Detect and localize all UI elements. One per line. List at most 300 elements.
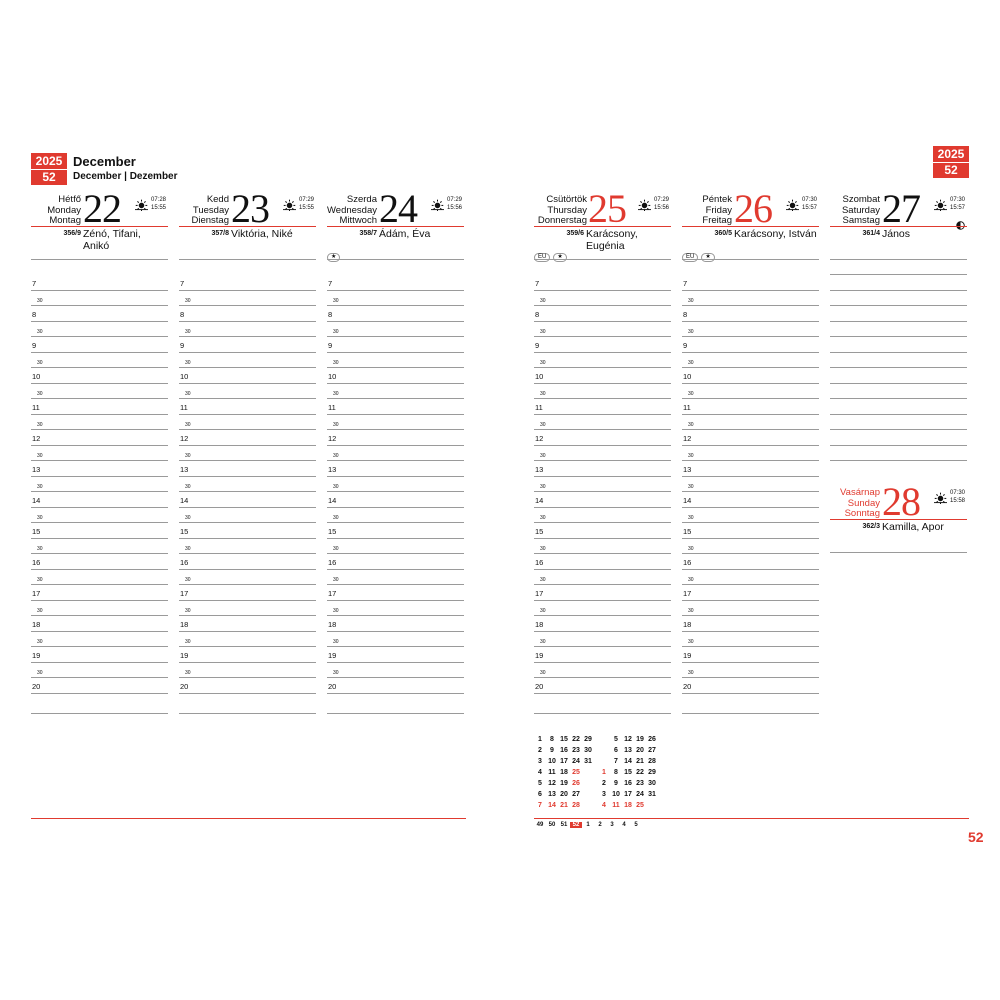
mini-calendar-day: 7 — [614, 758, 618, 765]
half-hour-label: 30 — [37, 484, 43, 490]
hour-line — [327, 445, 464, 446]
hour-line — [534, 414, 671, 415]
sun-icon — [934, 198, 947, 211]
hour-line — [534, 507, 671, 508]
day-header-rule — [830, 226, 967, 227]
half-hour-line — [682, 367, 819, 368]
hour-label: 18 — [32, 620, 41, 629]
mini-calendar-day: 20 — [636, 747, 644, 754]
day-header — [327, 186, 464, 260]
day-header — [830, 186, 967, 240]
mini-calendar-row — [598, 800, 658, 811]
hour-label: 14 — [180, 496, 189, 505]
weekday-name: Wednesday — [327, 204, 377, 216]
hour-label: 8 — [535, 310, 540, 319]
half-hour-label: 30 — [688, 453, 694, 459]
mini-calendar-day: 3 — [538, 758, 542, 765]
half-hour-label: 30 — [185, 422, 191, 428]
week-label: 52 — [933, 162, 969, 178]
mini-calendar-day: 8 — [550, 736, 554, 743]
sunrise-time: 07:30 — [802, 197, 818, 203]
weekday-name: Vasárnap — [840, 487, 880, 498]
hour-line — [179, 352, 316, 353]
half-hour-label: 30 — [333, 639, 339, 645]
sunset-time: 15:56 — [447, 205, 463, 211]
sunset-time: 15:55 — [299, 205, 315, 211]
half-hour-label: 30 — [688, 639, 694, 645]
hour-line — [31, 600, 168, 601]
weekday-names — [47, 195, 81, 227]
mini-calendar-day: 4 — [602, 802, 606, 809]
half-hour-label: 30 — [688, 546, 694, 552]
hour-line — [682, 476, 819, 477]
hour-label: 8 — [683, 310, 688, 319]
day-header-rule — [179, 226, 316, 227]
half-hour-label: 30 — [333, 484, 339, 490]
half-hour-label: 30 — [688, 329, 694, 335]
hour-line — [179, 445, 316, 446]
half-hour-line — [31, 677, 168, 678]
mini-calendar-day: 6 — [614, 747, 618, 754]
half-hour-line — [179, 713, 316, 714]
half-hour-line — [31, 646, 168, 647]
hour-line — [534, 383, 671, 384]
hour-line — [682, 352, 819, 353]
mini-calendar-day: 12 — [548, 780, 556, 787]
hour-label: 17 — [328, 589, 337, 598]
eu-holiday-badge: EU — [682, 253, 698, 262]
mini-calendar-day: 5 — [614, 736, 618, 743]
page-number: 52 — [968, 829, 984, 845]
half-hour-label: 30 — [37, 608, 43, 614]
weekday-name: Szerda — [346, 194, 377, 205]
half-hour-label: 30 — [185, 360, 191, 366]
hour-label: 16 — [683, 558, 692, 567]
sunset-time: 15:58 — [950, 498, 966, 504]
hour-line — [179, 662, 316, 663]
half-hour-label: 30 — [37, 453, 43, 459]
weekday-name: Szombat — [842, 194, 880, 205]
hour-line — [31, 569, 168, 570]
mini-calendar-day: 28 — [572, 802, 580, 809]
hour-line — [179, 321, 316, 322]
hour-line — [31, 538, 168, 539]
day-of-year: 356/9 — [63, 230, 81, 237]
half-hour-label: 30 — [333, 515, 339, 521]
sun-icon — [638, 198, 651, 211]
hour-line — [179, 569, 316, 570]
sunset-time: 15:57 — [802, 205, 818, 211]
half-hour-line — [179, 584, 316, 585]
half-hour-label: 30 — [540, 422, 546, 428]
half-hour-label: 30 — [37, 546, 43, 552]
sunrise-time: 07:30 — [950, 490, 966, 496]
day-column — [830, 186, 967, 240]
day-header — [682, 186, 819, 260]
mini-calendar-day: 8 — [614, 769, 618, 776]
hour-line — [534, 600, 671, 601]
half-hour-line — [327, 460, 464, 461]
hour-label: 19 — [328, 651, 337, 660]
sun-icon — [934, 491, 947, 504]
holiday-chips — [327, 245, 343, 263]
hour-label: 12 — [683, 434, 692, 443]
hour-label: 7 — [32, 279, 37, 288]
mini-calendar-day: 15 — [624, 769, 632, 776]
note-line — [682, 259, 819, 260]
half-hour-line — [327, 713, 464, 714]
mini-calendar-day: 23 — [636, 780, 644, 787]
weekday-name: Montag — [49, 215, 81, 226]
half-hour-label: 30 — [688, 484, 694, 490]
half-hour-line — [682, 398, 819, 399]
half-hour-line — [534, 553, 671, 554]
half-hour-line — [327, 615, 464, 616]
mini-calendar-day: 18 — [560, 769, 568, 776]
half-hour-line — [179, 615, 316, 616]
hour-line — [534, 662, 671, 663]
half-hour-label: 30 — [185, 608, 191, 614]
star-icon: ★ — [327, 253, 340, 262]
weekday-names — [842, 195, 880, 227]
year-week-badge-left — [31, 153, 67, 185]
weekday-names — [840, 488, 880, 520]
half-hour-label: 30 — [688, 298, 694, 304]
mini-calendar-day: 4 — [538, 769, 542, 776]
mini-calendar-row — [534, 756, 594, 767]
hour-line — [31, 414, 168, 415]
half-hour-label: 30 — [333, 546, 339, 552]
weekday-name: Kedd — [206, 194, 229, 205]
hour-line — [327, 538, 464, 539]
half-hour-line — [179, 398, 316, 399]
half-hour-line — [327, 522, 464, 523]
star-icon: ★ — [553, 253, 566, 262]
half-hour-line — [31, 398, 168, 399]
hour-line — [682, 445, 819, 446]
hour-line — [682, 569, 819, 570]
hour-label: 15 — [32, 527, 41, 536]
half-hour-line — [682, 615, 819, 616]
half-hour-label: 30 — [185, 453, 191, 459]
mini-calendar-day: 31 — [584, 758, 592, 765]
half-hour-line — [534, 460, 671, 461]
week-number: 50 — [548, 822, 556, 828]
hour-label: 16 — [32, 558, 41, 567]
half-hour-line — [327, 367, 464, 368]
half-hour-line — [534, 336, 671, 337]
nameday: Zénó, Tifani, Anikó — [83, 228, 141, 252]
week-number: 3 — [610, 822, 614, 828]
hour-label: 12 — [180, 434, 189, 443]
note-line — [327, 259, 464, 260]
hour-label: 13 — [180, 465, 189, 474]
half-hour-label: 30 — [333, 453, 339, 459]
mini-calendar-day: 22 — [572, 736, 580, 743]
mini-calendar-day: 10 — [548, 758, 556, 765]
half-hour-line — [682, 336, 819, 337]
mini-calendar-day: 10 — [612, 791, 620, 798]
weekday-name: Friday — [705, 204, 732, 216]
note-line — [830, 383, 967, 384]
half-hour-line — [534, 646, 671, 647]
hour-label: 11 — [535, 403, 543, 412]
half-hour-line — [682, 522, 819, 523]
half-hour-line — [179, 522, 316, 523]
half-hour-line — [327, 398, 464, 399]
hour-line — [179, 538, 316, 539]
note-line — [830, 398, 967, 399]
mini-calendar-row — [598, 789, 658, 800]
mini-calendar-day: 9 — [614, 780, 618, 787]
mini-calendar-row — [598, 734, 658, 745]
mini-calendar-row — [598, 767, 658, 778]
half-hour-line — [682, 305, 819, 306]
nameday: János — [882, 228, 911, 240]
hour-label: 11 — [328, 403, 336, 412]
day-header-rule — [830, 519, 967, 520]
mini-calendar-day: 23 — [572, 747, 580, 754]
sunrise-time: 07:29 — [447, 197, 463, 203]
weekday-name: Sonntag — [844, 508, 880, 519]
hour-line — [682, 600, 819, 601]
day-header-rule — [534, 226, 671, 227]
mini-calendar-day: 6 — [538, 791, 542, 798]
hour-line — [327, 321, 464, 322]
sun-icon — [283, 198, 296, 211]
half-hour-line — [534, 522, 671, 523]
sun-times — [447, 196, 462, 212]
half-hour-line — [31, 460, 168, 461]
hour-line — [327, 476, 464, 477]
year-label: 2025 — [35, 154, 63, 168]
hour-label: 10 — [32, 372, 41, 381]
weekday-name: Donnerstag — [537, 215, 587, 226]
half-hour-line — [682, 491, 819, 492]
half-hour-line — [179, 429, 316, 430]
half-hour-label: 30 — [688, 670, 694, 676]
weekday-name: Samstag — [842, 215, 880, 226]
sun-icon — [431, 198, 444, 211]
mini-calendar-day: 2 — [538, 747, 542, 754]
sunset-time: 15:56 — [654, 205, 670, 211]
mini-calendar-day: 9 — [550, 747, 554, 754]
hour-label: 14 — [535, 496, 544, 505]
mini-calendar-january — [598, 734, 658, 811]
hour-line — [31, 352, 168, 353]
hour-label: 13 — [535, 465, 544, 474]
mini-calendar-day: 27 — [572, 791, 580, 798]
half-hour-label: 30 — [540, 515, 546, 521]
footer-rule-right — [534, 818, 969, 819]
hour-label: 9 — [32, 341, 37, 350]
hour-line — [31, 507, 168, 508]
half-hour-line — [682, 553, 819, 554]
day-header — [179, 186, 316, 240]
hour-label: 7 — [328, 279, 333, 288]
mini-calendar-row — [534, 778, 594, 789]
holiday-chips — [682, 245, 718, 263]
sunset-time: 15:57 — [950, 205, 966, 211]
hour-label: 18 — [328, 620, 337, 629]
half-hour-label: 30 — [37, 515, 43, 521]
half-hour-line — [327, 553, 464, 554]
day-number: 28 — [882, 479, 920, 524]
half-hour-line — [179, 305, 316, 306]
half-hour-line — [31, 305, 168, 306]
half-hour-label: 30 — [185, 391, 191, 397]
weekday-names — [702, 195, 732, 227]
hour-label: 17 — [683, 589, 692, 598]
hour-label: 16 — [328, 558, 337, 567]
hour-label: 20 — [535, 682, 544, 691]
sun-times — [802, 196, 817, 212]
note-line — [830, 259, 967, 260]
half-hour-label: 30 — [688, 422, 694, 428]
week-label: 52 — [31, 169, 67, 185]
half-hour-line — [682, 429, 819, 430]
mini-calendar-day: 21 — [636, 758, 644, 765]
hour-label: 19 — [683, 651, 692, 660]
sun-times — [654, 196, 669, 212]
mini-calendar-day: 19 — [636, 736, 644, 743]
hour-label: 20 — [683, 682, 692, 691]
hour-label: 11 — [180, 403, 188, 412]
note-line — [31, 259, 168, 260]
weekday-name: Freitag — [702, 215, 732, 226]
half-hour-line — [179, 553, 316, 554]
mini-calendar-row — [534, 734, 594, 745]
nameday: Viktória, Niké — [231, 228, 293, 240]
half-hour-label: 30 — [688, 391, 694, 397]
note-line — [830, 445, 967, 446]
hour-line — [31, 631, 168, 632]
half-hour-label: 30 — [333, 360, 339, 366]
month-subtitle: December | Dezember — [73, 171, 178, 182]
mini-calendar-day: 12 — [624, 736, 632, 743]
half-hour-label: 30 — [540, 546, 546, 552]
half-hour-label: 30 — [540, 577, 546, 583]
hour-label: 10 — [180, 372, 189, 381]
half-hour-label: 30 — [540, 298, 546, 304]
hour-line — [31, 290, 168, 291]
note-line — [830, 352, 967, 353]
half-hour-line — [31, 429, 168, 430]
weekday-name: Monday — [47, 204, 81, 216]
hour-label: 11 — [683, 403, 691, 412]
hour-line — [534, 445, 671, 446]
week-number: 5 — [634, 822, 638, 828]
half-hour-line — [179, 460, 316, 461]
weekday-name: Tuesday — [192, 204, 229, 216]
mini-calendar-day: 24 — [572, 758, 580, 765]
mini-calendar-december — [534, 734, 594, 811]
hour-label: 15 — [683, 527, 692, 536]
hour-label: 13 — [328, 465, 337, 474]
mini-calendar-day: 25 — [636, 802, 644, 809]
hour-label: 8 — [32, 310, 37, 319]
half-hour-label: 30 — [185, 670, 191, 676]
half-hour-label: 30 — [540, 329, 546, 335]
mini-calendar-row — [598, 778, 658, 789]
hour-line — [682, 414, 819, 415]
mini-calendar-day: 27 — [648, 747, 656, 754]
hour-line — [179, 476, 316, 477]
hour-line — [31, 662, 168, 663]
hour-line — [682, 538, 819, 539]
hour-label: 12 — [328, 434, 337, 443]
half-hour-label: 30 — [688, 577, 694, 583]
hour-label: 8 — [328, 310, 333, 319]
mini-calendar-day: 16 — [624, 780, 632, 787]
hour-line — [327, 569, 464, 570]
mini-calendar-day: 26 — [572, 780, 580, 787]
mini-calendar-day: 1 — [538, 736, 542, 743]
note-line — [830, 336, 967, 337]
note-line — [830, 460, 967, 461]
half-hour-label: 30 — [37, 298, 43, 304]
week-number: 4 — [622, 822, 626, 828]
mini-calendar-day: 11 — [612, 802, 620, 809]
day-header-rule — [31, 226, 168, 227]
mini-calendar-day: 14 — [624, 758, 632, 765]
hour-label: 13 — [683, 465, 692, 474]
hour-line — [682, 693, 819, 694]
note-line — [830, 321, 967, 322]
half-hour-line — [31, 367, 168, 368]
half-hour-label: 30 — [185, 484, 191, 490]
half-hour-line — [31, 553, 168, 554]
note-line — [830, 552, 967, 553]
note-line — [830, 429, 967, 430]
mini-calendar-day: 14 — [548, 802, 556, 809]
half-hour-label: 30 — [540, 639, 546, 645]
half-hour-line — [31, 336, 168, 337]
day-number: 24 — [379, 186, 417, 231]
half-hour-line — [327, 305, 464, 306]
hour-line — [327, 507, 464, 508]
half-hour-line — [534, 491, 671, 492]
half-hour-label: 30 — [540, 453, 546, 459]
half-hour-label: 30 — [540, 608, 546, 614]
nameday: Ádám, Éva — [379, 228, 431, 240]
footer-rule-left — [31, 818, 466, 819]
hour-line — [31, 476, 168, 477]
mini-calendar-day: 21 — [560, 802, 568, 809]
hour-label: 20 — [328, 682, 337, 691]
weekday-name: Thursday — [547, 204, 587, 216]
mini-calendar-row — [598, 745, 658, 756]
half-hour-label: 30 — [333, 577, 339, 583]
sunrise-time: 07:30 — [950, 197, 966, 203]
hour-label: 15 — [535, 527, 544, 536]
hour-line — [534, 352, 671, 353]
weekday-name: Sunday — [847, 497, 880, 509]
half-hour-label: 30 — [37, 577, 43, 583]
week-number: 2 — [598, 822, 602, 828]
hour-line — [682, 321, 819, 322]
hour-line — [534, 290, 671, 291]
half-hour-line — [179, 677, 316, 678]
star-icon: ★ — [701, 253, 714, 262]
hour-label: 10 — [683, 372, 692, 381]
hour-line — [179, 383, 316, 384]
half-hour-line — [327, 677, 464, 678]
mini-calendar-day: 3 — [602, 791, 606, 798]
half-hour-line — [179, 367, 316, 368]
mini-calendar-day: 24 — [636, 791, 644, 798]
half-hour-label: 30 — [333, 422, 339, 428]
